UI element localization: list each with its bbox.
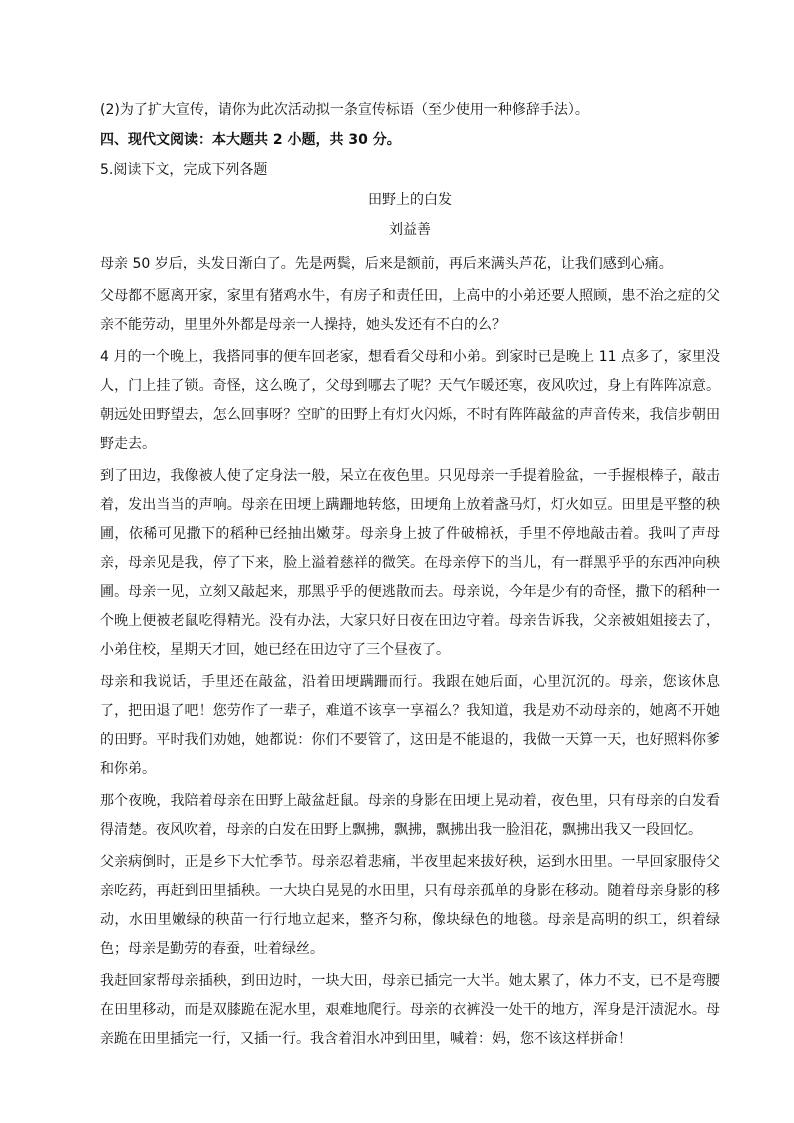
article-author: 刘益善 [389,222,431,238]
article-paragraph: 4 月的一个晚上，我搭同事的便车回老家，想看看父母和小弟。到家时已是晚上 11 点多了，家里没人，门上挂了锁。奇怪，这么晚了，父母到哪去了呢？天气乍暖还寒，夜风吹过，身上有阵阵凉意。朝远处田野望去，怎么回事呀？空旷的田野上有灯火闪烁，不时有阵阵敲盆的声音传来，我信步朝田野走去。 [100,349,720,452]
question-5-prompt: 5.阅读下文，完成下列各题 [100,162,268,178]
section-heading: 四、现代文阅读：本大题共 2 小题，共 30 分。 [100,132,401,148]
article-paragraph: 那个夜晚，我陪着母亲在田野上敲盆赶鼠。母亲的身影在田埂上晃动着，夜色里，只有母亲的白发看得清楚。夜风吹着，母亲的白发在田野上飘拂，飘拂，飘拂出我一脸泪花，飘拂出我又一段回忆。 [100,793,720,838]
article-paragraph: 我赶回家帮母亲插秧，到田边时，一块大田，母亲已插完一大半。她太累了，体力不支，已不是弯腰在田里移动，而是双膝跪在泥水里，艰难地爬行。母亲的衣裤没一处干的地方，浑身是汗渍泥水。母亲跪在田里插完一行，又插一行。我含着泪水冲到田里，喊着：妈，您不该这样拼命！ [100,973,720,1047]
question-intro: (2)为了扩大宣传，请你为此次活动拟一条宣传标语（至少使用一种修辞手法）。 [100,102,589,118]
article-paragraph: 母亲 50 岁后，头发日渐白了。先是两鬓，后来是额前，再后来满头芦花，让我们感到心痛。 [100,256,673,272]
article-paragraph: 母亲和我说话，手里还在敲盆，沿着田埂蹒跚而行。我跟在她后面，心里沉沉的。母亲，您该休息了，把田退了吧！您劳作了一辈子，难道不该享一享福么？我知道，我是劝不动母亲的，她离不开她的田野。平时我们劝她，她都说：你们不要管了，这田是不能退的，我做一天算一天，也好照料你爹和你弟。 [100,674,720,777]
document-page [100,100,720,1057]
article-title: 田野上的白发 [368,192,452,208]
article-paragraph: 父母都不愿离开家，家里有猪鸡水牛，有房子和责任田，上高中的小弟还要人照顾，患不治之症的父亲不能劳动，里里外外都是母亲一人操持，她头发还有不白的么？ [100,288,720,333]
article-paragraph: 父亲病倒时，正是乡下大忙季节。母亲忍着悲痛，半夜里起来拔好秧，运到水田里。一早回家服侍父亲吃药，再赶到田里插秧。一大块白晃晃的水田里，只有母亲孤单的身影在移动。随着母亲身影的移动，水田里嫩绿的秧苗一行行地立起来，整齐匀称，像块绿色的地毯。母亲是高明的织工，织着绿色；母亲是勤劳的春蚕，吐着绿丝。 [100,854,720,957]
article-paragraph: 到了田边，我像被人使了定身法一般，呆立在夜色里。只见母亲一手提着脸盆，一手握根棒子，敲击着，发出当当的声响。母亲在田埂上蹒跚地转悠，田埂角上放着盏马灯，灯火如豆。田里是平整的秧圃，依稀可见撒下的稻种已经抽出嫩芽。母亲身上披了件破棉袄，手里不停地敲击着。我叫了声母亲，母亲见是我，停了下来，脸上溢着慈祥的微笑。在母亲停下的当儿，有一群黑乎乎的东西冲向秧圃。母亲一见，立刻又敲起来，那黑乎乎的便逃散而去。母亲说，今年是少有的奇怪，撒下的稻种一个晚上便被老鼠吃得精光。没有办法，大家只好日夜在田边守着。母亲告诉我，父亲被姐姐接去了，小弟住校，星期天才回，她已经在田边守了三个昼夜了。 [100,468,720,658]
